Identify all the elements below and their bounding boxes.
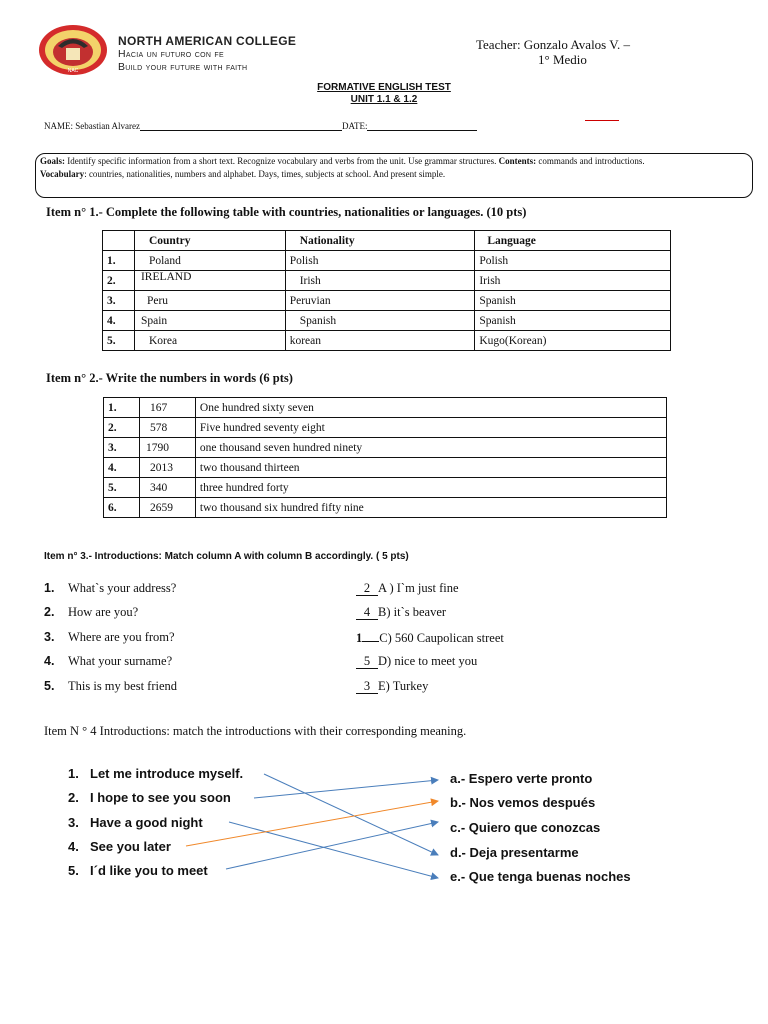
answer-mark: 3 xyxy=(356,680,378,694)
header-nationality: Nationality xyxy=(285,231,475,251)
number-cell: 2659 xyxy=(139,498,195,518)
question-number: 5. xyxy=(44,679,55,693)
row-number: 3. xyxy=(103,291,135,311)
question-text: How are you? xyxy=(68,605,139,619)
words-cell: One hundred sixty seven xyxy=(195,398,666,418)
item1-heading: Item n° 1.- Complete the following table with countries, nationalities or languages. (10 pts) xyxy=(46,205,527,219)
words-cell: one thousand seven hundred ninety xyxy=(195,438,666,458)
answer-mark: 1 xyxy=(356,631,363,645)
meaning-item: a.- Espero verte pronto xyxy=(450,771,593,786)
goals-text: Identify specific information from a short text. Recognize vocabulary and verbs from the unit. Use grammar structures. xyxy=(65,156,499,166)
item2-heading: Item n° 2.- Write the numbers in words (6 pts) xyxy=(46,371,293,385)
date-label: DATE: xyxy=(341,121,368,131)
question-number: 1. xyxy=(44,581,55,595)
row-number: 1. xyxy=(103,251,135,271)
answer-mark: 5 xyxy=(356,655,378,669)
phrase-text: I´d like you to meet xyxy=(90,863,208,878)
teacher-name: Teacher: Gonzalo Avalos V. – xyxy=(476,37,630,52)
header-language: Language xyxy=(475,231,671,251)
test-title: FORMATIVE ENGLISH TEST xyxy=(317,82,451,93)
vocabulary-label: Vocabulary xyxy=(40,168,85,179)
contents-text: commands and introductions. xyxy=(536,156,645,166)
match-line-4-b xyxy=(186,801,438,846)
country-cell: Peru xyxy=(134,291,285,311)
country-cell: Spain xyxy=(134,311,285,331)
match-line-3-e xyxy=(229,822,438,878)
question-number: 4. xyxy=(44,654,55,668)
number-cell: 340 xyxy=(139,478,195,498)
row-number: 4. xyxy=(103,311,135,331)
phrase-number: 4. xyxy=(68,839,79,854)
row-number: 2. xyxy=(103,271,135,291)
question-text: What`s your address? xyxy=(68,581,177,595)
match-line-5-c xyxy=(226,822,438,869)
item4-heading: Item N ° 4 Introductions: match the introductions with their corresponding meaning. xyxy=(44,724,467,738)
answer-text: D) nice to meet you xyxy=(378,654,478,668)
phrase-text: Let me introduce myself. xyxy=(90,766,244,781)
item3-heading: Item n° 3.- Introductions: Match column A with column B accordingly. ( 5 pts) xyxy=(44,551,409,562)
question-text: What your surname? xyxy=(68,654,173,668)
answer-mark: 2 xyxy=(356,582,378,596)
vocabulary-text: : countries, nationalities, numbers and alphabet. Days, times, subjects at school. And present simple. xyxy=(84,168,446,179)
phrase-number: 2. xyxy=(68,790,79,805)
question-text: This is my best friend xyxy=(68,679,178,693)
country-cell: IRELAND xyxy=(134,271,285,291)
phrase-text: I hope to see you soon xyxy=(90,790,231,805)
words-cell: Five hundred seventy eight xyxy=(195,418,666,438)
language-cell: Polish xyxy=(475,251,671,271)
words-cell: three hundred forty xyxy=(195,478,666,498)
row-number: 5. xyxy=(103,331,135,351)
college-motto-english: Build your future with faith xyxy=(118,61,248,73)
language-cell: Kugo(Korean) xyxy=(475,331,671,351)
grade-level: 1° Medio xyxy=(538,52,587,67)
header-country: Country xyxy=(134,231,285,251)
match-line-1-d xyxy=(264,774,438,855)
nationality-cell: Peruvian xyxy=(285,291,475,311)
goals-label: Goals: xyxy=(40,156,66,166)
phrase-number: 5. xyxy=(68,863,79,878)
language-cell: Spanish xyxy=(475,311,671,331)
answer-text: E) Turkey xyxy=(378,679,429,693)
svg-text:NAC: NAC xyxy=(67,68,79,74)
phrase-text: Have a good night xyxy=(90,815,203,830)
meaning-item: d.- Deja presentarme xyxy=(450,845,579,860)
country-cell: Poland xyxy=(134,251,285,271)
phrase-text: See you later xyxy=(90,839,171,854)
number-cell: 2013 xyxy=(139,458,195,478)
test-unit: UNIT 1.1 & 1.2 xyxy=(350,94,418,105)
phrase-number: 1. xyxy=(68,766,79,781)
row-number: 2. xyxy=(104,418,140,438)
answer-text: A ) I`m just fine xyxy=(378,581,459,595)
row-number: 3. xyxy=(104,438,140,458)
contents-label: Contents: xyxy=(498,156,537,166)
college-motto-spanish: Hacia un futuro con fe xyxy=(118,48,224,60)
row-number: 1. xyxy=(104,398,140,418)
number-cell: 167 xyxy=(139,398,195,418)
phrase-number: 3. xyxy=(68,815,79,830)
words-cell: two thousand thirteen xyxy=(195,458,666,478)
meaning-item: b.- Nos vemos después xyxy=(450,795,596,810)
meaning-item: e.- Que tenga buenas noches xyxy=(450,869,631,884)
nationality-cell: Irish xyxy=(285,271,475,291)
language-cell: Spanish xyxy=(475,291,671,311)
number-cell: 1790 xyxy=(139,438,195,458)
language-cell: Irish xyxy=(475,271,671,291)
row-number: 5. xyxy=(104,478,140,498)
question-number: 2. xyxy=(44,605,55,619)
question-text: Where are you from? xyxy=(68,630,175,644)
answer-mark: 4 xyxy=(356,606,378,620)
row-number: 6. xyxy=(104,498,140,518)
nationality-cell: Spanish xyxy=(285,311,475,331)
country-cell: Korea xyxy=(134,331,285,351)
number-cell: 578 xyxy=(139,418,195,438)
nationality-cell: Polish xyxy=(285,251,475,271)
student-name: NAME: Sebastian Alvarez xyxy=(44,121,140,131)
answer-text: C) 560 Caupolican street xyxy=(379,631,504,645)
question-number: 3. xyxy=(44,630,55,644)
answer-text: B) it`s beaver xyxy=(378,605,447,619)
college-name: NORTH AMERICAN COLLEGE xyxy=(118,34,297,48)
meaning-item: c.- Quiero que conozcas xyxy=(450,820,601,835)
words-cell: two thousand six hundred fifty nine xyxy=(195,498,666,518)
nationality-cell: korean xyxy=(285,331,475,351)
row-number: 4. xyxy=(104,458,140,478)
